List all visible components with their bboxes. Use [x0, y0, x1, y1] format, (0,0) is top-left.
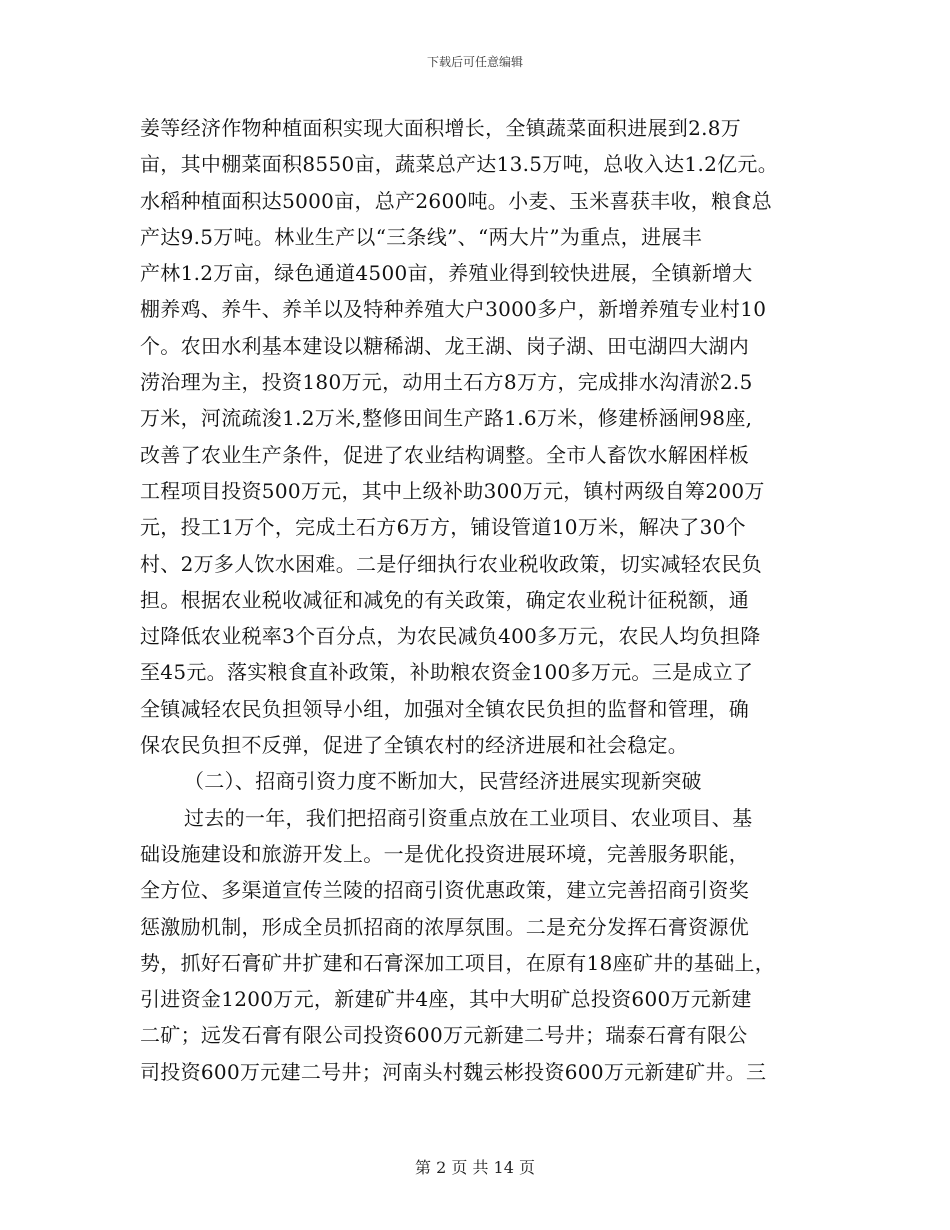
text-line: 础设施建设和旅游开发上。一是优化投资进展环境，完善服务职能，: [140, 841, 749, 866]
text-line: 过去的一年，我们把招商引资重点放在工业项目、农业项目、基: [184, 805, 753, 830]
text-line: 二矿；远发石膏有限公司投资600万元新建二号井；瑞泰石膏有限公: [140, 1023, 748, 1048]
text-line: 姜等经济作物种植面积实现大面积增长，全镇蔬菜面积进展到2.8万: [140, 116, 742, 140]
text-line: 个。农田水利基本建设以糖稀湖、龙王湖、岗子湖、田屯湖四大湖内: [140, 333, 749, 358]
section-heading: （二）、招商引资力度不断加大，民营经济进展实现新突破: [184, 769, 702, 794]
text-line: 棚养鸡、养牛、养羊以及特种养殖大户3000多户，新增养殖专业村10: [140, 297, 767, 322]
text-line: 全镇减轻农民负担领导小组，加强对全镇农民负担的监督和管理，确: [140, 696, 749, 721]
text-line: 元，投工1万个，完成土石方6万方，铺设管道10万米，解决了30个: [140, 515, 746, 540]
text-line: 引进资金1200万元，新建矿井4座，其中大明矿总投资600万元新建: [140, 987, 752, 1012]
text-line: 改善了农业生产条件，促进了农业结构调整。全市人畜饮水解困样板: [140, 442, 749, 467]
text-line: 万米，河流疏浚1.2万米,整修田间生产路1.6万米，修建桥涵闸98座,: [140, 406, 753, 431]
page-footer: 第 2 页 共 14 页: [415, 1158, 535, 1177]
text-line: 过降低农业税率3个百分点，为农民减负400多万元，农民人均负担降: [140, 624, 761, 649]
text-line: 涝治理为主，投资180万元，动用土石方8万方，完成排水沟清淤2.5: [140, 370, 753, 395]
text-line: 全方位、多渠道宣传兰陵的招商引资优惠政策，建立完善招商引资奖: [140, 878, 749, 903]
text-line: 工程项目投资500万元，其中上级补助300万元，镇村两级自筹200万: [140, 478, 765, 503]
text-line: 水稻种植面积达5000亩，总产2600吨。小麦、玉米喜获丰收，粮食总: [140, 188, 772, 213]
text-line: 司投资600万元建二号井；河南头村魏云彬投资600万元新建矿井。三: [140, 1059, 767, 1084]
text-line: 势，抓好石膏矿井扩建和石膏深加工项目，在原有18座矿井的基础上，: [140, 950, 776, 975]
text-line: 村、2万多人饮水困难。二是仔细执行农业税收政策，切实减轻农民负: [140, 551, 763, 576]
text-line: 产林1.2万亩，绿色通道4500亩，养殖业得到较快进展，全镇新增大: [140, 261, 753, 286]
text-line: 亩，其中棚菜面积8550亩，蔬菜总产达13.5万吨，总收入达1.2亿元。: [140, 152, 779, 177]
page-header: 下载后可任意编辑: [426, 55, 523, 69]
text-line: 产达9.5万吨。林业生产以“三条线”、“两大片”为重点，进展丰: [140, 224, 703, 249]
text-line: 惩激励机制，形成全员抓招商的浓厚氛围。二是充分发挥石膏资源优: [140, 914, 749, 939]
document-body: [140, 110, 830, 1090]
text-line: 至45元。落实粮食直补政策，补助粮农资金100多万元。三是成立了: [140, 660, 754, 685]
text-line: 保农民负担不反弹，促进了全镇农村的经济进展和社会稳定。: [140, 733, 689, 758]
text-line: 担。根据农业税收减征和减免的有关政策，确定农业税计征税额，通: [140, 587, 749, 612]
